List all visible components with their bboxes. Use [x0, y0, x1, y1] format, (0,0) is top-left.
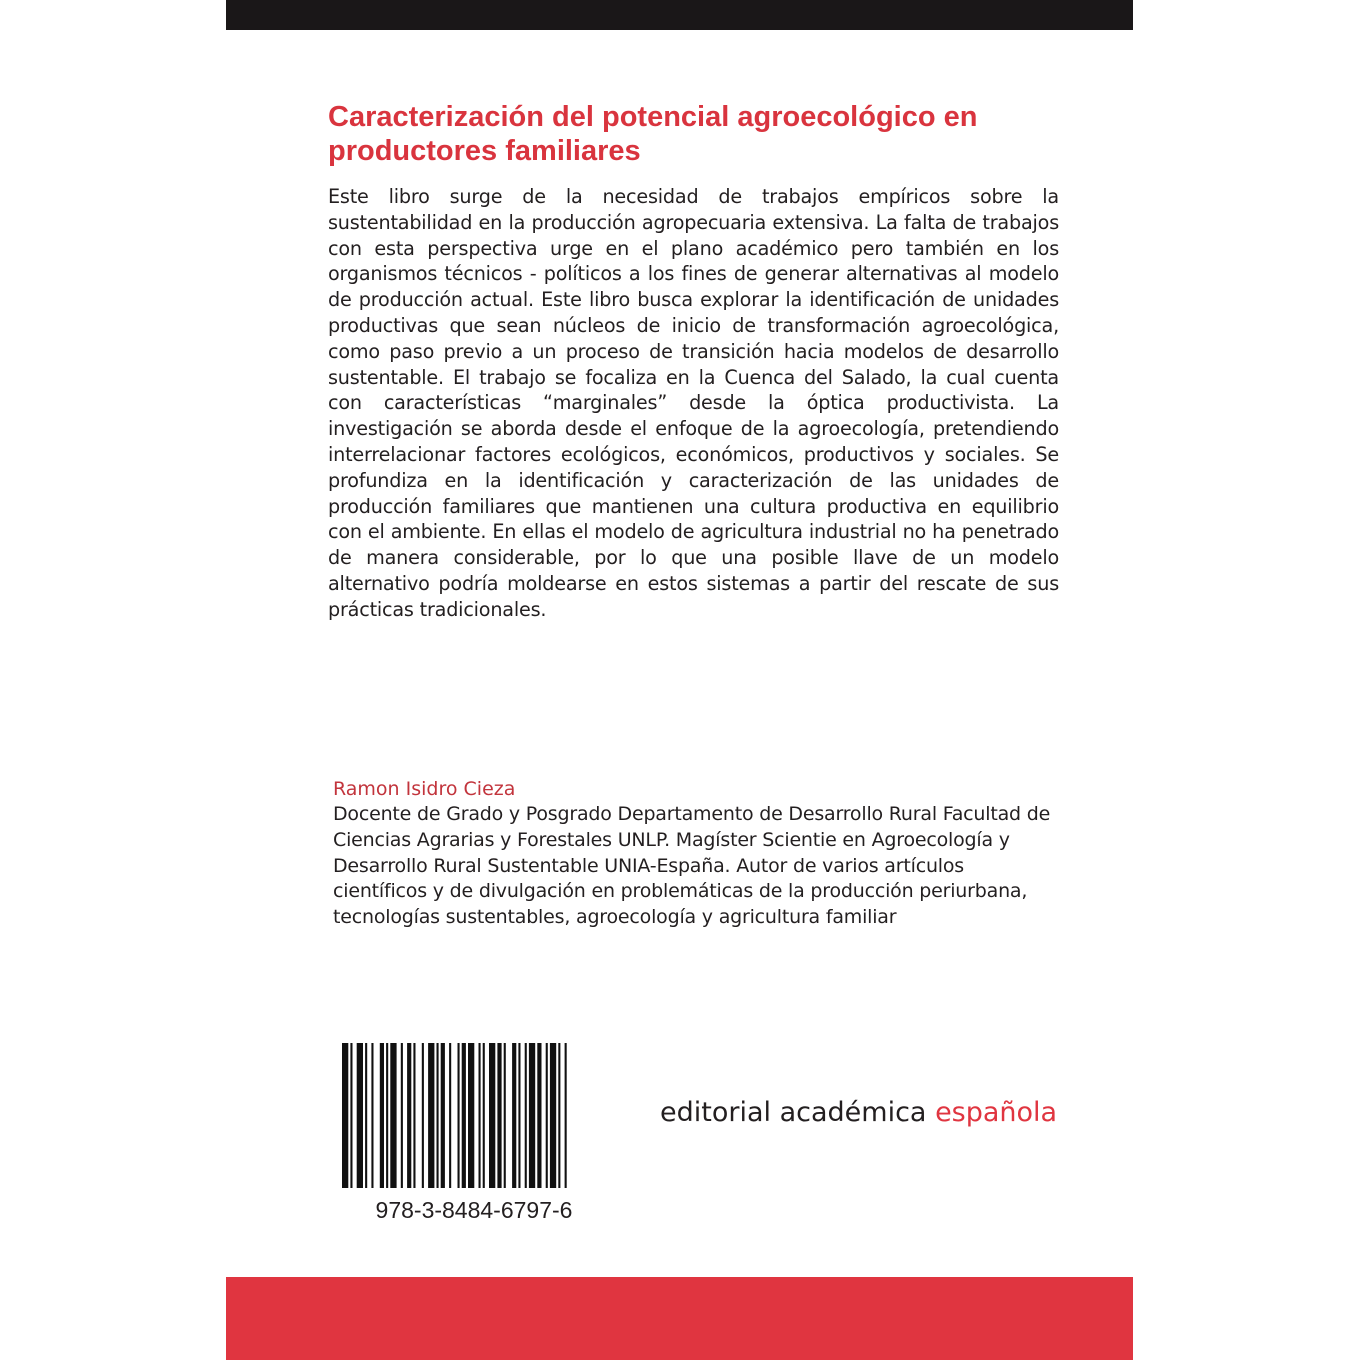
barcode-bar [401, 1043, 403, 1188]
barcode-bar [437, 1043, 439, 1188]
book-title: Caracterización del potencial agroecológico en productores familiares [328, 101, 978, 167]
barcode-bar [525, 1043, 527, 1188]
top-black-band [226, 0, 1133, 30]
publisher-logo [660, 1096, 1057, 1130]
barcode-bar [489, 1043, 495, 1188]
barcode-bar [483, 1043, 485, 1188]
barcode-bar [468, 1043, 474, 1188]
barcode-bar [550, 1043, 556, 1188]
barcode-bar [462, 1043, 466, 1188]
barcode-bar [441, 1043, 445, 1188]
barcode-bar [342, 1043, 348, 1188]
barcode-bar [546, 1043, 548, 1188]
barcode-bar [422, 1043, 424, 1188]
book-back-cover [226, 0, 1133, 1360]
barcode-bar [537, 1043, 541, 1188]
barcode-bar [350, 1043, 352, 1188]
author-name: Ramon Isidro Cieza [333, 778, 516, 800]
barcode-bar [479, 1043, 481, 1188]
barcode-bar [386, 1043, 388, 1188]
barcode-bar [428, 1043, 434, 1188]
barcode-bar [380, 1043, 384, 1188]
barcode-bar [558, 1043, 560, 1188]
publisher-name: editorial académica [660, 1097, 927, 1128]
barcode-bar [504, 1043, 506, 1188]
bottom-red-band [226, 1277, 1133, 1360]
barcode-bar [458, 1043, 460, 1188]
author-bio: Docente de Grado y Posgrado Departamento de Desarrollo Rural Facultad de Ciencias Agrarias y Forestales UNLP. Magíster Scientie en Agroecología y Desarrollo Rural Sustentable UNIA-España. Autor de varios artículos científicos y de divulgación en problemáticas de la producción periurbana, tecnologías sustentables, agroecología y agricultura familiar [333, 803, 1051, 929]
barcode [342, 1043, 606, 1188]
publisher-name-accent: española [935, 1097, 1058, 1128]
barcode-bar [390, 1043, 396, 1188]
barcode-bar [413, 1043, 415, 1188]
barcode-graphic [342, 1043, 606, 1188]
barcode-bar [512, 1043, 516, 1188]
barcode-bar [357, 1043, 363, 1188]
barcode-bar [449, 1043, 451, 1188]
barcode-bar [518, 1043, 520, 1188]
barcode-bar [407, 1043, 411, 1188]
barcode-bar [371, 1043, 373, 1188]
book-description: Este libro surge de la necesidad de trabajos empíricos sobre la sustentabilidad en la producción agropecuaria extensiva. La falta de trabajos con esta perspectiva urge en el plano académico pero también en los organismos técnicos - políticos a los fines de generar alternativas al modelo de producción actual. Este libro busca explorar la identificación de unidades productivas que sean núcleos de inicio de transformación agroecológica, como paso previo a un proceso de transición hacia modelos de desarrollo sustentable. El trabajo se focaliza en la Cuenca del Salado, la cual cuenta con características “marginales” desde la óptica productivista. La investigación se aborda desde el enfoque de la agroecología, pretendiendo interrelacionar factores ecológicos, económicos, productivos y sociales. Se profundiza en la identificación y caracterización de las unidades de producción familiares que mantienen una cultura productiva en equilibrio con el ambiente. En ellas el modelo de agricultura industrial no ha penetrado de manera considerable, por lo que una posible llave de un modelo alternativo podría moldearse en estos sistemas a partir del rescate de sus prácticas tradicionales. [328, 185, 1059, 621]
barcode-bar [565, 1043, 567, 1188]
barcode-bar [497, 1043, 501, 1188]
barcode-bar [365, 1043, 367, 1188]
barcode-bar [529, 1043, 535, 1188]
isbn-number: 978-3-8484-6797-6 [375, 1197, 573, 1223]
